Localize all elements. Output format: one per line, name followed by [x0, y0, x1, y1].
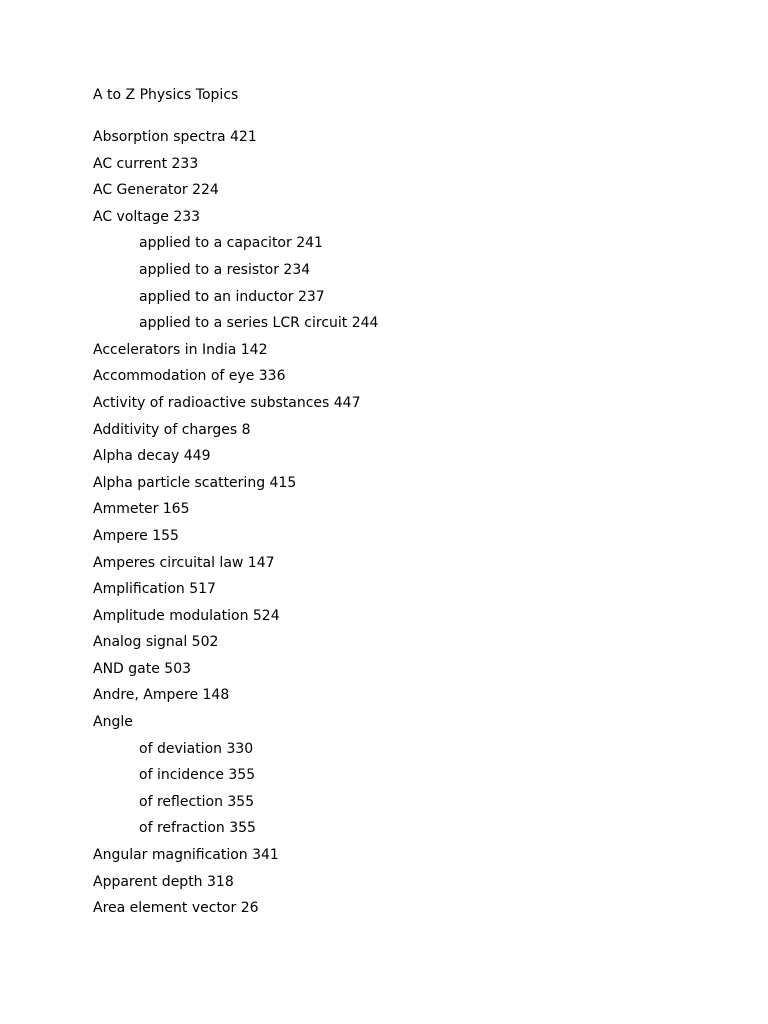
index-entry: Accelerators in India 142: [93, 341, 268, 358]
index-entry: Activity of radioactive substances 447: [93, 394, 361, 411]
index-entry: Ammeter 165: [93, 501, 190, 518]
index-entry: Amplitude modulation 524: [93, 607, 280, 624]
index-entry: AC current 233: [93, 155, 199, 172]
index-list: [93, 128, 378, 926]
index-entry: Angular magnification 341: [93, 847, 279, 864]
document-title: A to Z Physics Topics: [93, 87, 239, 103]
index-entry: Ampere 155: [93, 527, 179, 544]
index-entry: Amperes circuital law 147: [93, 554, 275, 571]
index-entry: Alpha decay 449: [93, 448, 211, 465]
index-entry: Absorption spectra 421: [93, 129, 257, 145]
index-entry: Angle: [93, 714, 133, 731]
index-subentry: applied to a capacitor 241: [139, 235, 323, 252]
index-entry: Accommodation of eye 336: [93, 368, 286, 385]
index-entry: Andre, Ampere 148: [93, 687, 230, 704]
index-entry: AC voltage 233: [93, 208, 201, 225]
index-entry: Analog signal 502: [93, 634, 219, 651]
index-entry: AC Generator 224: [93, 182, 219, 199]
index-entry: Alpha particle scattering 415: [93, 474, 297, 491]
index-subentry: of incidence 355: [139, 767, 256, 784]
index-subentry: applied to a resistor 234: [139, 261, 311, 278]
index-subentry: applied to a series LCR circuit 244: [139, 315, 379, 332]
index-subentry: applied to an inductor 237: [139, 288, 325, 305]
index-entry: Apparent depth 318: [93, 873, 234, 890]
index-entry: Amplification 517: [93, 581, 216, 598]
index-entry: Additivity of charges 8: [93, 421, 251, 438]
index-subentry: of reflection 355: [139, 793, 255, 810]
index-entry: AND gate 503: [93, 660, 192, 677]
index-entry: Area element vector 26: [93, 900, 259, 917]
index-subentry: of refraction 355: [139, 820, 256, 837]
index-subentry: of deviation 330: [139, 740, 254, 757]
